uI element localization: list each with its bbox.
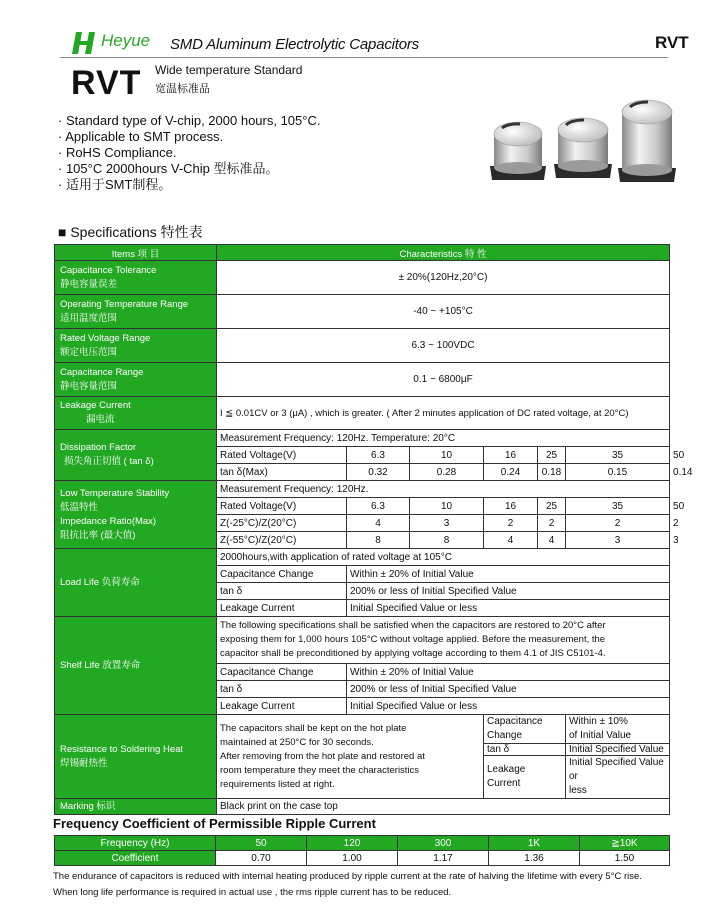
row-label: Leakage Current 漏电流 [55,397,217,430]
coefficient-cell: 1.17 [398,851,489,866]
feature-item: · Applicable to SMT process. [58,129,224,144]
coefficient-cell: 0.70 [216,851,307,866]
table-row [55,261,670,295]
voltage-cell: 25 [538,447,566,464]
frequency-cell: 300 [398,836,489,851]
coefficient-cell: 1.36 [489,851,580,866]
tan-cell: 0.15 [566,464,670,481]
temperature-range-value: -40 ~ +105°C [217,295,670,329]
items-header: Items 项 目 [55,245,217,261]
shelf-life-intro: The following specifications shall be satisfied when the capacitors are restored to 20°C after exposing them for 1,000 hours 105°C without voltage applied. Before the measurement, the capacitor shall be preconditioned by applying voltage according to them 4.1 of JIS C5101-4. [217,617,670,664]
voltage-cell: 6.3 [347,447,410,464]
criterion-value: Within ± 20% of Initial Value [347,566,670,583]
frequency-label: Frequency (Hz) [55,836,216,851]
feature-list [58,113,320,193]
subtitle-cn: 宽温标准品 [155,83,210,95]
table-row [55,329,670,363]
row-label: Marking 标识 [55,799,217,815]
specifications-table [54,244,693,815]
voltage-cell: 10 [410,447,484,464]
capacitance-range-value: 0.1 ~ 6800μF [217,363,670,397]
frequency-cell: 120 [307,836,398,851]
criterion-label: Capacitance Change [484,715,566,744]
header-divider [60,57,668,58]
criterion-value: Initial Specified Value or less [566,756,670,799]
table-row: Z(-25°C)/Z(20°C) 4 3 2 2 2 2 [55,515,670,532]
table-row [55,363,670,397]
criterion-value: Initial Specified Value or less [347,698,670,715]
ratio-cell: 4 [538,532,566,549]
table-row [55,481,670,498]
ripple-note: When long life performance is required in actual use , the rms ripple current has to be reduced. [53,887,452,898]
criterion-value: Within ± 20% of Initial Value [347,664,670,681]
ratio-cell: 2 [566,515,670,532]
table-row: Rated Voltage(V) 6.3 10 16 25 35 50 [55,498,670,515]
table-row: tan δ(Max) 0.32 0.28 0.24 0.18 0.15 0.14 [55,464,670,481]
ratio-cell: 4 [347,515,410,532]
ripple-section-title: Frequency Coefficient of Permissible Ripple Current [53,816,376,831]
ratio-cell: 3 [410,515,484,532]
criterion-value: Within ± 10% of Initial Value [566,715,670,744]
voltage-range-value: 6.3 ~ 100VDC [217,329,670,363]
tan-delta-label: tan δ(Max) [217,464,347,481]
criterion-value: Initial Specified Value [566,744,670,756]
tan-cell: 0.32 [347,464,410,481]
brand-name: Heyue [101,31,151,50]
table-row [55,836,670,851]
subtitle-en: Wide temperature Standard [155,63,303,77]
marking-value: Black print on the case top [217,799,670,815]
row-label: Low Temperature Stability 低温特性 Impedance Ratio(Max) 阻抗比率 (最大值) [55,481,217,549]
criterion-value: 200% or less of Initial Specified Value [347,583,670,600]
criterion-value: Initial Specified Value or less [347,600,670,617]
criterion-label: Leakage Current [217,600,347,617]
tolerance-value: ± 20%(120Hz,20°C) [217,261,670,295]
series-title: RVT [71,64,142,102]
impedance-ratio-label: Z(-25°C)/Z(20°C) [217,515,347,532]
voltage-cell: 35 [566,498,670,515]
rated-voltage-label: Rated Voltage(V) [217,498,347,515]
coefficient-cell: 1.00 [307,851,398,866]
dissipation-measure: Measurement Frequency: 120Hz. Temperature: 20°C [217,430,670,447]
row-label: Dissipation Factor 损失角正切值 ( tan δ) [55,430,217,481]
ratio-cell: 4 [484,532,538,549]
frequency-cell: 1K [489,836,580,851]
row-label: Capacitance Range 静电容量范围 [55,363,217,397]
table-row [55,397,670,430]
table-row [55,617,670,664]
capacitor-product-image [488,98,678,188]
soldering-description: The capacitors shall be kept on the hot plate maintained at 250°C for 30 seconds. After removing from the hot plate and restored at room temperature they meet the characteristics requirements listed at right. [217,715,484,799]
feature-item: · RoHS Compliance. [58,145,177,160]
voltage-cell: 6.3 [347,498,410,515]
ratio-cell: 8 [410,532,484,549]
criterion-label: Capacitance Change [217,664,347,681]
table-row: Z(-55°C)/Z(20°C) 8 8 4 4 3 3 [55,532,670,549]
criterion-label: tan δ [484,744,566,756]
criterion-label: Leakage Current [484,756,566,799]
table-row [55,295,670,329]
row-label: Load Life 负荷寿命 [55,549,217,617]
table-header-row [55,245,670,261]
voltage-cell: 16 [484,447,538,464]
criterion-label: tan δ [217,583,347,600]
table-row [55,430,670,447]
table-row: Rated Voltage(V) 6.3 10 16 25 35 50 [55,447,670,464]
table-row [55,549,670,566]
voltage-cell: 16 [484,498,538,515]
row-label: Operating Temperature Range 适用温度范围 [55,295,217,329]
criterion-label: Leakage Current [217,698,347,715]
row-label: Resistance to Soldering Heat 焊锡耐热性 [55,715,217,799]
impedance-ratio-label: Z(-55°C)/Z(20°C) [217,532,347,549]
table-row [55,715,670,744]
voltage-cell: 35 [566,447,670,464]
table-row [55,851,670,866]
row-label: Shelf Life 放置寿命 [55,617,217,715]
low-temp-measure: Measurement Frequency: 120Hz. [217,481,670,498]
series-code-header: RVT [655,33,689,52]
tan-cell: 0.28 [410,464,484,481]
voltage-cell: 25 [538,498,566,515]
coefficient-label: Coefficient [55,851,216,866]
feature-item: · 105°C 2000hours V-Chip 型标准品。 [58,161,279,176]
feature-item: · Standard type of V-chip, 2000 hours, 105°C. [58,113,321,128]
criterion-label: Capacitance Change [217,566,347,583]
load-life-intro: 2000hours,with application of rated voltage at 105°C [217,549,670,566]
row-label: Capacitance Tolerance 静电容量误差 [55,261,217,295]
document-title: SMD Aluminum Electrolytic Capacitors [170,36,419,53]
criterion-label: tan δ [217,681,347,698]
feature-item: · 适用于SMT制程。 [58,177,172,192]
frequency-cell: ≧10K [580,836,670,851]
ratio-cell: 2 [484,515,538,532]
voltage-cell: 10 [410,498,484,515]
ripple-coefficient-table [54,835,670,866]
ratio-cell: 8 [347,532,410,549]
frequency-cell: 50 [216,836,307,851]
ratio-cell: 2 [538,515,566,532]
leakage-value: I ≦ 0.01CV or 3 (μA) , which is greater. ( After 2 minutes application of DC rated voltage, at 20°C) [217,397,670,430]
row-label: Rated Voltage Range 额定电压范围 [55,329,217,363]
criterion-value: 200% or less of Initial Specified Value [347,681,670,698]
tan-cell: 0.18 [538,464,566,481]
heyue-logo-icon [72,30,98,56]
coefficient-cell: 1.50 [580,851,670,866]
ripple-note: The endurance of capacitors is reduced with internal heating produced by ripple current at the rate of halving the lifetime with every 5°C rise. [53,871,642,882]
tan-cell: 0.24 [484,464,538,481]
characteristics-header: Characteristics 特 性 [217,245,670,261]
rated-voltage-label: Rated Voltage(V) [217,447,347,464]
ratio-cell: 3 [566,532,670,549]
specifications-heading: ■ Specifications 特性表 [58,224,203,240]
table-row [55,799,670,815]
